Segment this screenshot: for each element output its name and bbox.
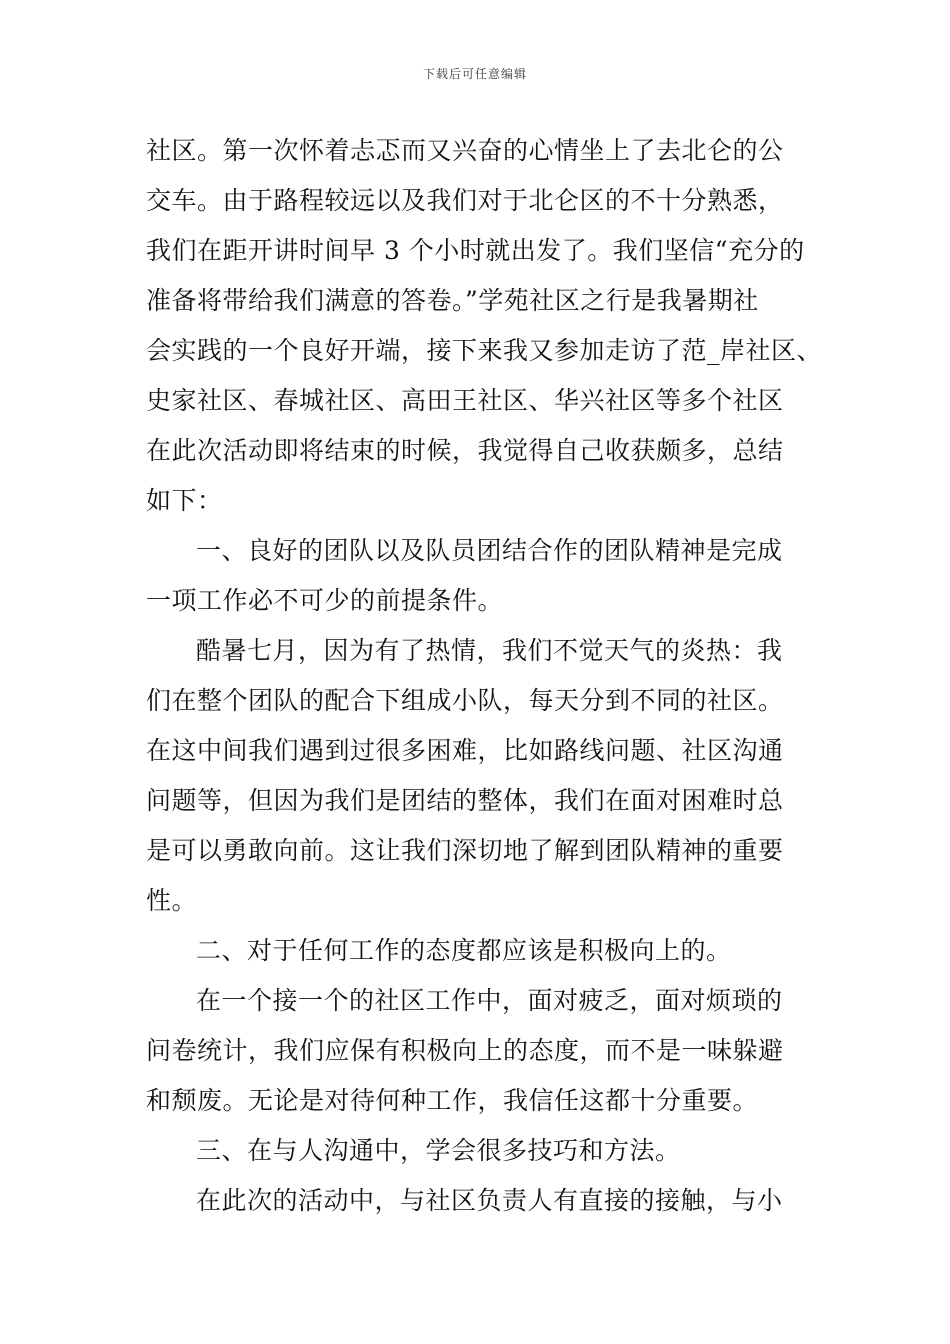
text-line: 准备将带给我们满意的答卷。”学苑社区之行是我暑期社	[146, 286, 759, 315]
paragraph-start: 在一个接一个的社区工作中，面对疲乏，面对烦琐的	[196, 986, 783, 1015]
text-line: 性。	[146, 886, 198, 915]
text-line: 问题等，但因为我们是团结的整体，我们在面对困难时总	[146, 786, 784, 815]
text-line: 如下：	[146, 486, 223, 515]
text-line: 们在整个团队的配合下组成小队，每天分到不同的社区。	[146, 686, 784, 715]
paragraph-start: 在此次的活动中，与社区负责人有直接的接触，与小	[196, 1186, 783, 1215]
text-line: 一项工作必不可少的前提条件。	[146, 586, 504, 615]
text-line: 问卷统计，我们应保有积极向上的态度，而不是一味躲避	[146, 1036, 784, 1065]
text-line: 会实践的一个良好开端，接下来我又参加走访了范_岸社区、	[146, 336, 823, 365]
text-line: 是可以勇敢向前。这让我们深切地了解到团队精神的重要	[146, 836, 784, 865]
section-heading-1: 一、良好的团队以及队员团结合作的团队精神是完成	[196, 536, 783, 565]
page-header-note: 下载后可任意编辑	[422, 67, 527, 81]
text-line: 社区。第一次怀着忐忑而又兴奋的心情坐上了去北仑的公	[146, 136, 784, 165]
section-heading-2: 二、对于任何工作的态度都应该是积极向上的。	[196, 936, 732, 965]
text-line: 在这中间我们遇到过很多困难，比如路线问题、社区沟通	[146, 736, 784, 765]
paragraph-start: 酷暑七月，因为有了热情，我们不觉天气的炎热：我	[196, 636, 783, 665]
text-line: 在此次活动即将结束的时候，我觉得自己收获颇多，总结	[146, 436, 784, 465]
document-body	[146, 126, 823, 1226]
text-line: 和颓废。无论是对待何种工作，我信任这都十分重要。	[146, 1086, 759, 1115]
text-line: 交车。由于路程较远以及我们对于北仑区的不十分熟悉，	[146, 186, 784, 215]
text-line: 我们在距开讲时间早 3 个小时就出发了。我们坚信“充分的	[146, 236, 805, 265]
section-heading-3: 三、在与人沟通中，学会很多技巧和方法。	[196, 1136, 681, 1165]
text-line: 史家社区、春城社区、高田王社区、华兴社区等多个社区	[146, 386, 784, 415]
